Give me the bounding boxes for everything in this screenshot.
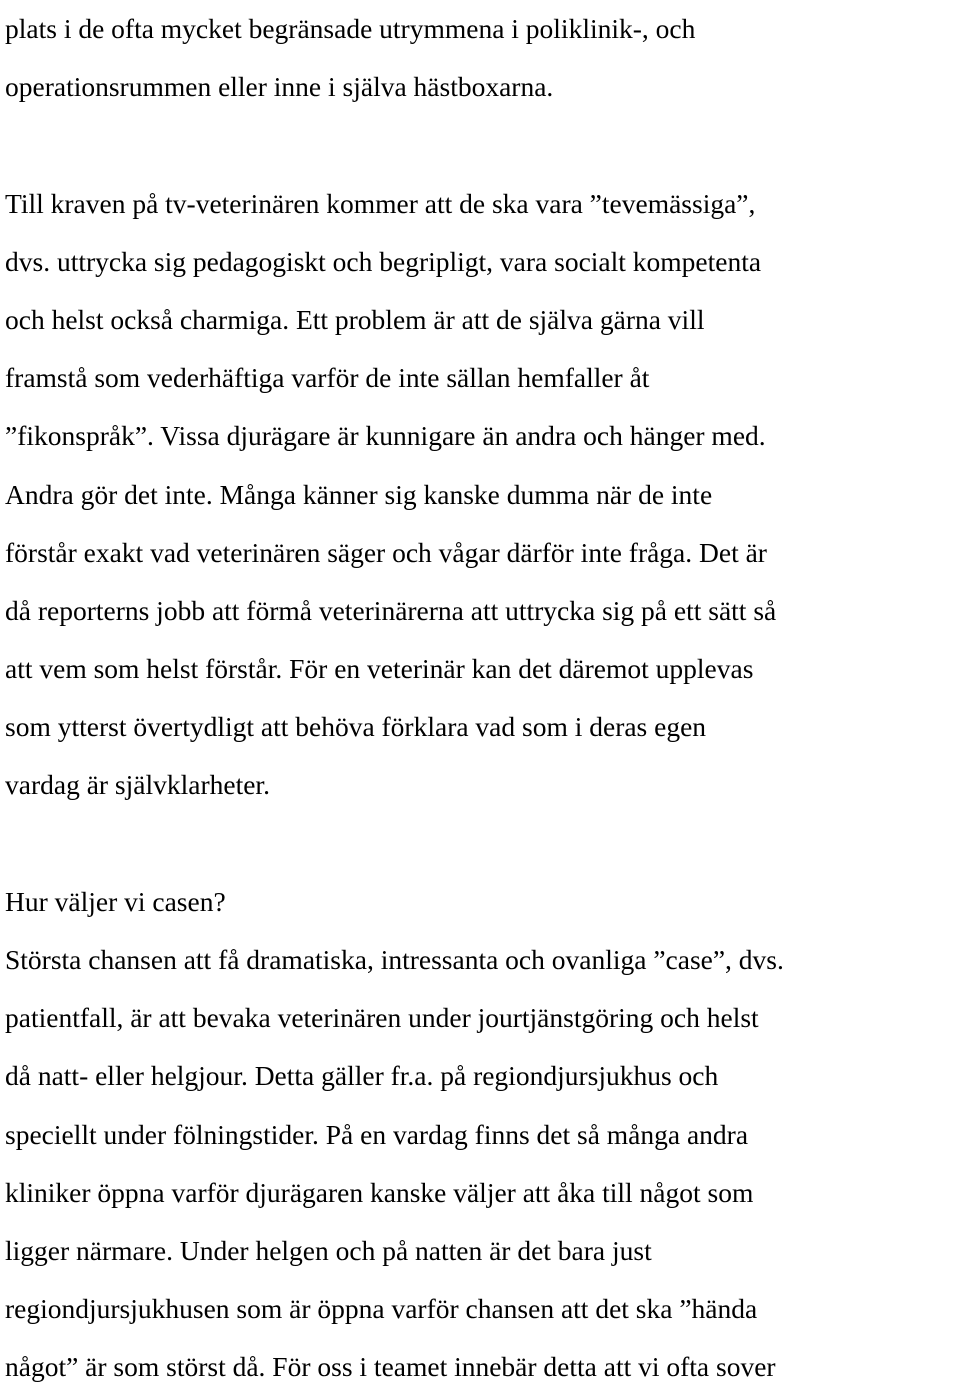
text-line: framstå som vederhäftiga varför de inte sällan hemfaller åt bbox=[5, 362, 650, 394]
paragraph-choosing-cases bbox=[5, 873, 957, 1397]
text-line: speciellt under fölningstider. På en vardag finns det så många andra bbox=[5, 1118, 749, 1150]
text-line: som ytterst övertydligt att behöva förklara vad som i deras egen bbox=[5, 711, 707, 743]
text-line: då natt- eller helgjour. Detta gäller fr.a. på regiondjursjukhus och bbox=[5, 1060, 719, 1092]
text-line: vardag är självklarheter. bbox=[5, 769, 270, 801]
text-line: operationsrummen eller inne i själva hästboxarna. bbox=[5, 71, 554, 103]
text-line: och helst också charmiga. Ett problem är att de själva gärna vill bbox=[5, 303, 705, 335]
text-line: förstår exakt vad veterinären säger och vågar därför inte fråga. Det är bbox=[5, 536, 767, 568]
text-line: kliniker öppna varför djurägaren kanske väljer att åka till något som bbox=[5, 1176, 754, 1208]
text-line: Största chansen att få dramatiska, intressanta och ovanliga ”case”, dvs. bbox=[5, 944, 784, 975]
text-line: plats i de ofta mycket begränsade utrymmena i poliklinik-, och bbox=[5, 13, 696, 44]
paragraph-gap bbox=[5, 815, 957, 873]
section-heading: Hur väljer vi casen? bbox=[5, 885, 226, 917]
document-page bbox=[5, 0, 957, 1397]
text-line: Andra gör det inte. Många känner sig kanske dumma när de inte bbox=[5, 478, 713, 510]
text-line: något” är som störst då. För oss i teamet innebär detta att vi ofta sover bbox=[5, 1351, 776, 1383]
text-line: då reporterns jobb att förmå veterinärerna att uttrycka sig på ett sätt så bbox=[5, 594, 777, 626]
text-line: ”fikonspråk”. Vissa djurägare är kunnigare än andra och hänger med. bbox=[5, 420, 766, 452]
text-line: Till kraven på tv-veterinären kommer att de ska vara ”tevemässiga”, bbox=[5, 187, 756, 219]
paragraph-tv-veterinarian bbox=[5, 175, 957, 815]
text-line: patientfall, är att bevaka veterinären under jourtjänstgöring och helst bbox=[5, 1002, 759, 1034]
text-line: ligger närmare. Under helgen och på natten är det bara just bbox=[5, 1234, 652, 1266]
text-line: regiondjursjukhusen som är öppna varför chansen att det ska ”hända bbox=[5, 1293, 758, 1325]
text-line: att vem som helst förstår. För en veterinär kan det däremot upplevas bbox=[5, 653, 754, 685]
paragraph-gap bbox=[5, 116, 957, 174]
text-line: dvs. uttrycka sig pedagogiskt och begripligt, vara socialt kompetenta bbox=[5, 245, 762, 277]
paragraph-clinic-space bbox=[5, 0, 957, 116]
